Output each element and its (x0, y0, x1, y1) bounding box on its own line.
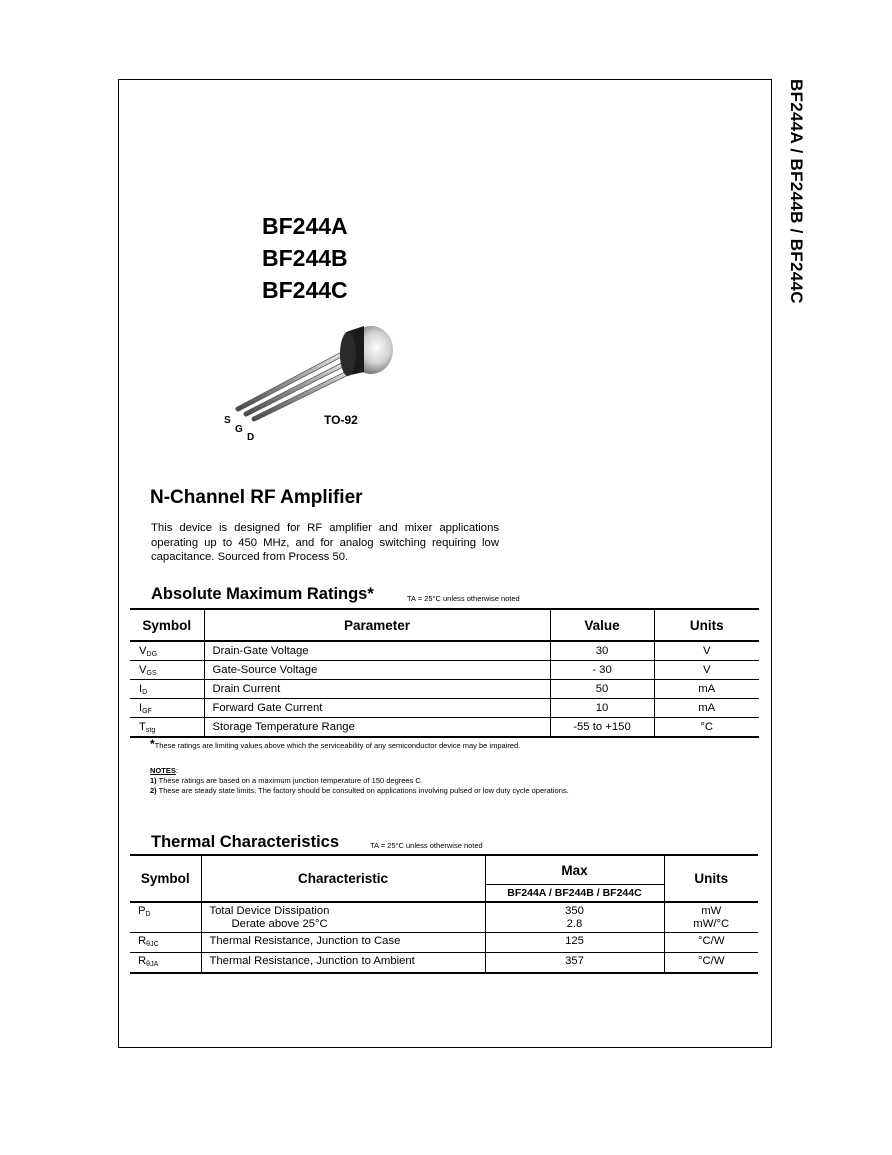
symbol-cell: $I_D$ (130, 680, 204, 699)
max-cell: 125 (485, 933, 664, 953)
amr-title: Absolute Maximum Ratings* (151, 585, 374, 603)
units-cell: mW mW/°C (664, 902, 758, 933)
part-number: BF244C (262, 277, 348, 303)
col-header-value: Value (550, 609, 654, 641)
col-header-symbol: Symbol (130, 855, 201, 902)
symbol-cell: $V_{GS}$ (130, 661, 204, 680)
pin-label-g: G (235, 424, 243, 435)
part-number: BF244B (262, 245, 348, 271)
part-number: BF244A (262, 213, 348, 239)
col-subheader-max: BF244A / BF244B / BF244C (485, 885, 664, 903)
characteristic-cell: Total Device Dissipation Derate above 25°C (201, 902, 485, 933)
table-row (130, 641, 759, 661)
amr-note: TA = 25°C unless otherwise noted (407, 594, 520, 603)
col-header-symbol: Symbol (130, 609, 204, 641)
units-cell: °C/W (664, 953, 758, 974)
table-row (130, 933, 758, 953)
units-cell: V (654, 641, 759, 661)
symbol-cell: $R_{\theta JA}$ (130, 953, 201, 974)
thermal-title: Thermal Characteristics (151, 833, 340, 851)
thermal-note: TA = 25°C unless otherwise noted (370, 841, 483, 850)
notes-block: NOTES: 1) These ratings are based on a maximum junction temperature of 150 degrees C. 2) These are steady state limits. The factory should be consulted on applications involving pulsed or low duty cycle operations. (150, 766, 569, 795)
value-cell: -55 to +150 (550, 718, 654, 738)
characteristic-cell: Thermal Resistance, Junction to Case (201, 933, 485, 953)
symbol-cell: $T_{stg}$ (130, 718, 204, 738)
note-item: 1) These ratings are based on a maximum junction temperature of 150 degrees C. (150, 776, 423, 785)
parameter-cell: Gate-Source Voltage (204, 661, 550, 680)
col-header-parameter: Parameter (204, 609, 550, 641)
table-row (130, 953, 758, 974)
notes-label: NOTES (150, 766, 176, 775)
col-header-characteristic: Characteristic (201, 855, 485, 902)
pin-label-d: D (247, 432, 255, 443)
parameter-cell: Drain-Gate Voltage (204, 641, 550, 661)
col-header-units: Units (664, 855, 758, 902)
side-title: BF244A / BF244B / BF244C (787, 79, 806, 304)
asterisk-mark: * (150, 737, 155, 751)
asterisk-note: *These ratings are limiting values above which the serviceability of any semiconductor device may be impaired. (150, 737, 521, 751)
pin-label-s: S (224, 415, 231, 426)
parameter-cell: Forward Gate Current (204, 699, 550, 718)
package-label: TO-92 (324, 413, 358, 427)
value-cell: 50 (550, 680, 654, 699)
symbol-cell: $I_{GF}$ (130, 699, 204, 718)
col-header-units: Units (654, 609, 759, 641)
table-row (130, 699, 759, 718)
parameter-cell: Storage Temperature Range (204, 718, 550, 738)
max-cell: 350 2.8 (485, 902, 664, 933)
units-cell: mA (654, 699, 759, 718)
units-cell: V (654, 661, 759, 680)
units-cell: mA (654, 680, 759, 699)
to92-package-icon (218, 318, 398, 448)
value-cell: - 30 (550, 661, 654, 680)
units-cell: °C/W (664, 933, 758, 953)
table-row (130, 680, 759, 699)
max-cell: 357 (485, 953, 664, 974)
table-row (130, 661, 759, 680)
col-header-max: Max (485, 855, 664, 885)
symbol-cell: $V_{DG}$ (130, 641, 204, 661)
symbol-cell: $P_D$ (130, 902, 201, 933)
part-numbers (262, 210, 348, 306)
value-cell: 10 (550, 699, 654, 718)
device-heading: N-Channel RF Amplifier (150, 487, 363, 508)
device-description: This device is designed for RF amplifier and mixer applications operating up to 450 MHz, and for analog switching requiring low capacitance. Sourced from Process 50. (151, 522, 499, 563)
parameter-cell: Drain Current (204, 680, 550, 699)
absolute-max-ratings-table (130, 608, 759, 738)
note-item: 2) These are steady state limits. The factory should be consulted on applications involving pulsed or low duty cycle operations. (150, 786, 569, 795)
table-row (130, 718, 759, 738)
symbol-cell: $R_{\theta JC}$ (130, 933, 201, 953)
table-row (130, 902, 758, 933)
value-cell: 30 (550, 641, 654, 661)
thermal-characteristics-table (130, 854, 758, 974)
characteristic-cell: Thermal Resistance, Junction to Ambient (201, 953, 485, 974)
units-cell: °C (654, 718, 759, 738)
